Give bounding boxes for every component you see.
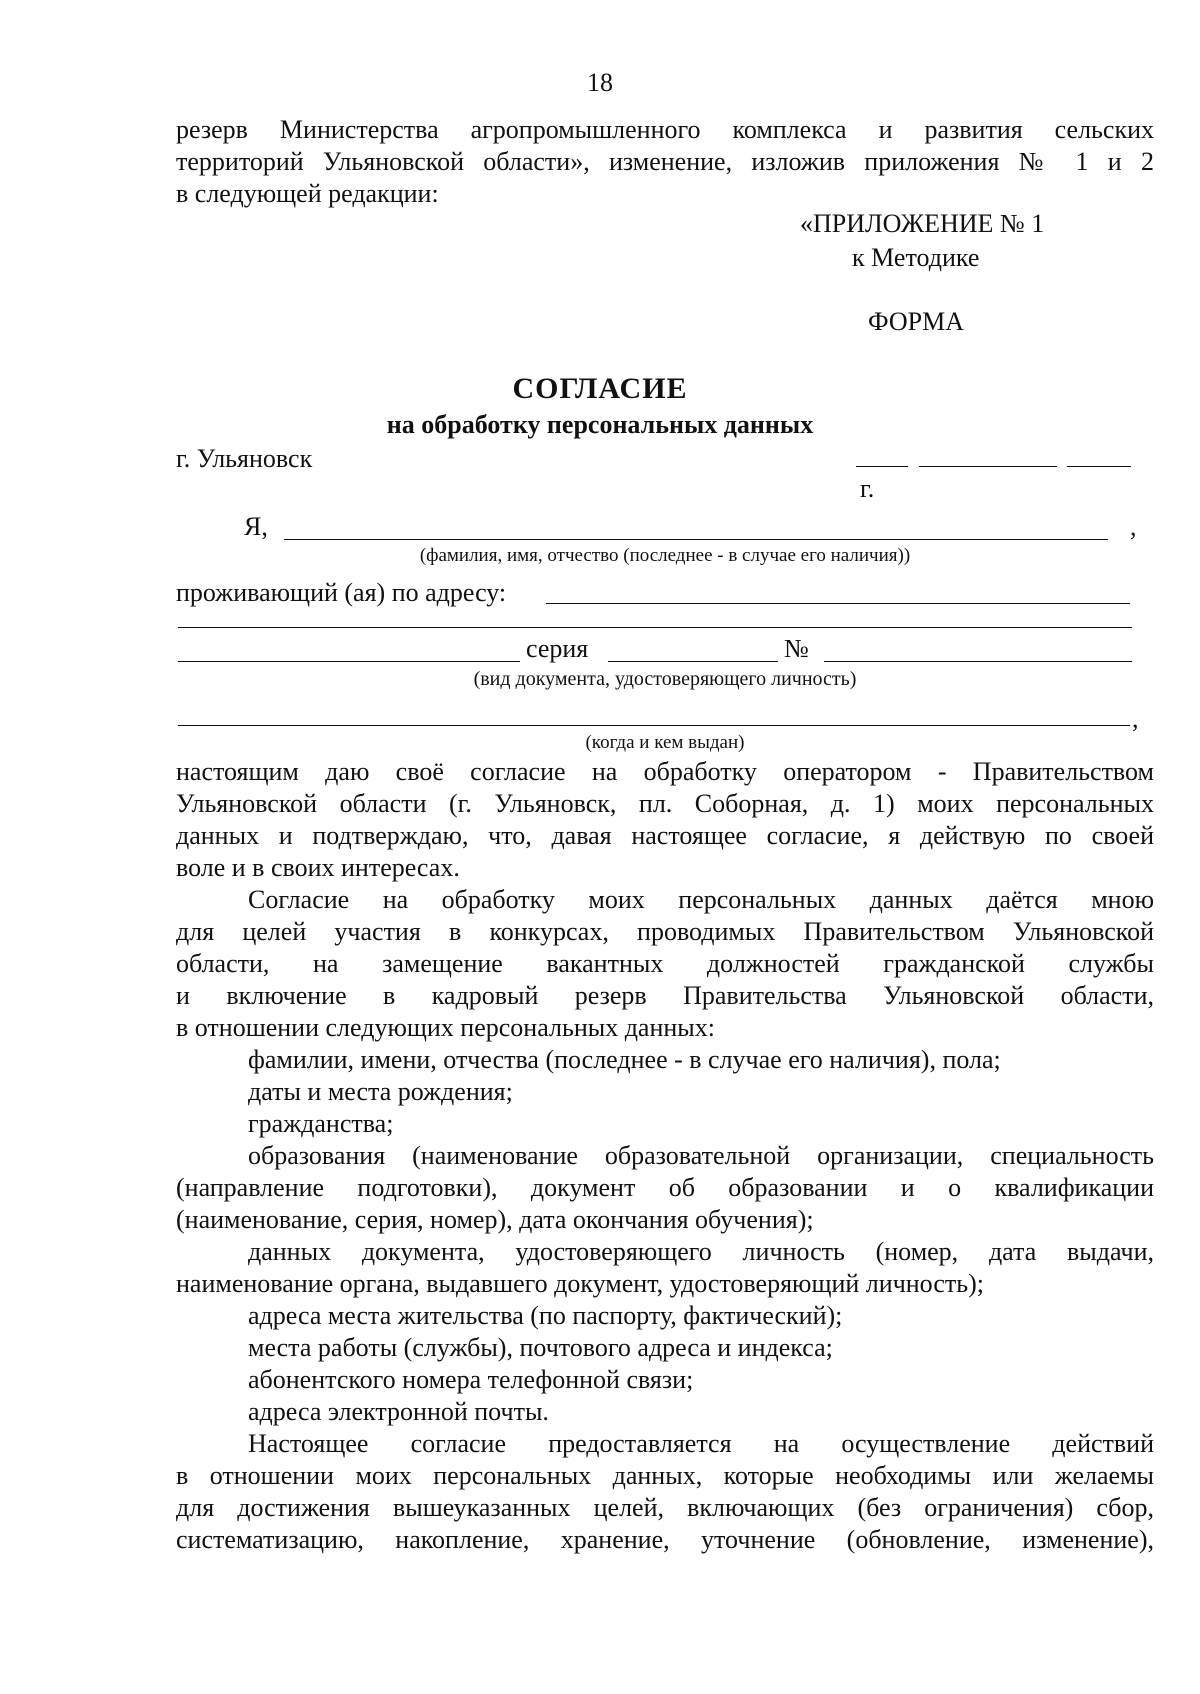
text-line: образования (наименование образовательной организации, специальность (248, 1141, 1154, 1170)
list-item: даты и места рождения; (248, 1077, 513, 1106)
list-item: абонентского номера телефонной связи; (248, 1365, 694, 1394)
doc-number-blank[interactable] (824, 660, 1132, 662)
text-line: наименование органа, выдавшего документ, удостоверяющий личность); (176, 1269, 984, 1298)
text-line: (направление подготовки), документ об образовании и о квалификации (176, 1173, 1154, 1202)
list-item: адреса места жительства (по паспорту, фактический); (248, 1301, 843, 1330)
date-month-blank[interactable] (919, 465, 1057, 467)
text-line: области, на замещение вакантных должностей гражданской службы (176, 949, 1154, 978)
comma: , (1132, 704, 1139, 733)
text-line: в отношении следующих персональных данных: (176, 1013, 715, 1042)
address-blank[interactable] (546, 602, 1130, 604)
text-line: и включение в кадровый резерв Правительства Ульяновской области, (176, 981, 1154, 1010)
text-line: Согласие на обработку моих персональных данных даётся мною (248, 885, 1154, 914)
text-line: Настоящее согласие предоставляется на осуществление действий (248, 1429, 1154, 1458)
date-day-blank[interactable] (856, 465, 908, 467)
text-line: систематизацию, накопление, хранение, уточнение (обновление, изменение), (176, 1525, 1154, 1554)
page-number: 18 (587, 68, 613, 97)
issued-row (176, 700, 1154, 734)
text-line: резерв Министерства агропромышленного комплекса и развития сельских (176, 115, 1154, 144)
city-label: г. Ульяновск (176, 444, 313, 473)
fio-blank[interactable] (284, 538, 1108, 540)
text-line: в отношении моих персональных данных, которые необходимы или желаемы (176, 1461, 1154, 1490)
text-line: настоящим даю своё согласие на обработку оператором - Правительством (176, 757, 1154, 786)
text-line: территорий Ульяновской области», изменение, изложив приложения № 1 и 2 (176, 147, 1154, 176)
text-line: для достижения вышеуказанных целей, включающих (без ограничения) сбор, (176, 1493, 1154, 1522)
city-date-row (176, 444, 1154, 503)
seria-blank[interactable] (608, 660, 778, 662)
text-line: для целей участия в конкурсах, проводимых Правительством Ульяновской (176, 917, 1154, 946)
ya-label: Я, (244, 512, 268, 541)
doc-type-blank[interactable] (178, 660, 520, 662)
comma: , (1130, 512, 1137, 541)
form-label: ФОРМА (868, 307, 964, 336)
text-line: данных и подтверждаю, что, давая настоящее согласие, я действую по своей (176, 821, 1154, 850)
document-row (176, 634, 1154, 668)
doc-caption: (вид документа, удостоверяющего личность) (473, 668, 857, 690)
seria-label: серия (526, 634, 589, 663)
address-label: проживающий (ая) по адресу: (176, 578, 507, 607)
consent-title: СОГЛАСИЕ (512, 372, 688, 405)
text-line: воле и в своих интересах. (176, 853, 460, 882)
date-fields[interactable] (854, 444, 1154, 504)
address-blank-2[interactable] (178, 626, 1132, 628)
year-suffix: г. (860, 474, 875, 503)
list-item: гражданства; (248, 1109, 394, 1138)
list-item: адреса электронной почты. (248, 1397, 549, 1426)
annex-title: «ПРИЛОЖЕНИЕ № 1 (800, 209, 1045, 238)
date-year-blank[interactable] (1067, 465, 1131, 467)
intro-paragraph (176, 114, 1154, 210)
issued-caption: (когда и кем выдан) (585, 732, 745, 753)
text-line: в следующей редакции: (176, 179, 439, 208)
text-line: (наименование, серия, номер), дата окончания обучения); (176, 1205, 814, 1234)
fio-caption: (фамилия, имя, отчество (последнее - в случае его наличия)) (419, 545, 911, 566)
consent-subtitle: на обработку персональных данных (386, 410, 814, 439)
list-item: места работы (службы), почтового адреса и индекса; (248, 1333, 833, 1362)
number-sign: № (784, 634, 809, 663)
text-line: Ульяновской области (г. Ульяновск, пл. Соборная, д. 1) моих персональных (176, 789, 1154, 818)
annex-to: к Методике (852, 243, 980, 272)
consent-body (176, 756, 1154, 1556)
address-row (176, 578, 1154, 612)
issued-blank[interactable] (178, 724, 1130, 726)
list-item: фамилии, имени, отчества (последнее - в случае его наличия), пола; (248, 1045, 1001, 1074)
text-line: данных документа, удостоверяющего личность (номер, дата выдачи, (248, 1237, 1154, 1266)
fio-row (176, 512, 1154, 546)
